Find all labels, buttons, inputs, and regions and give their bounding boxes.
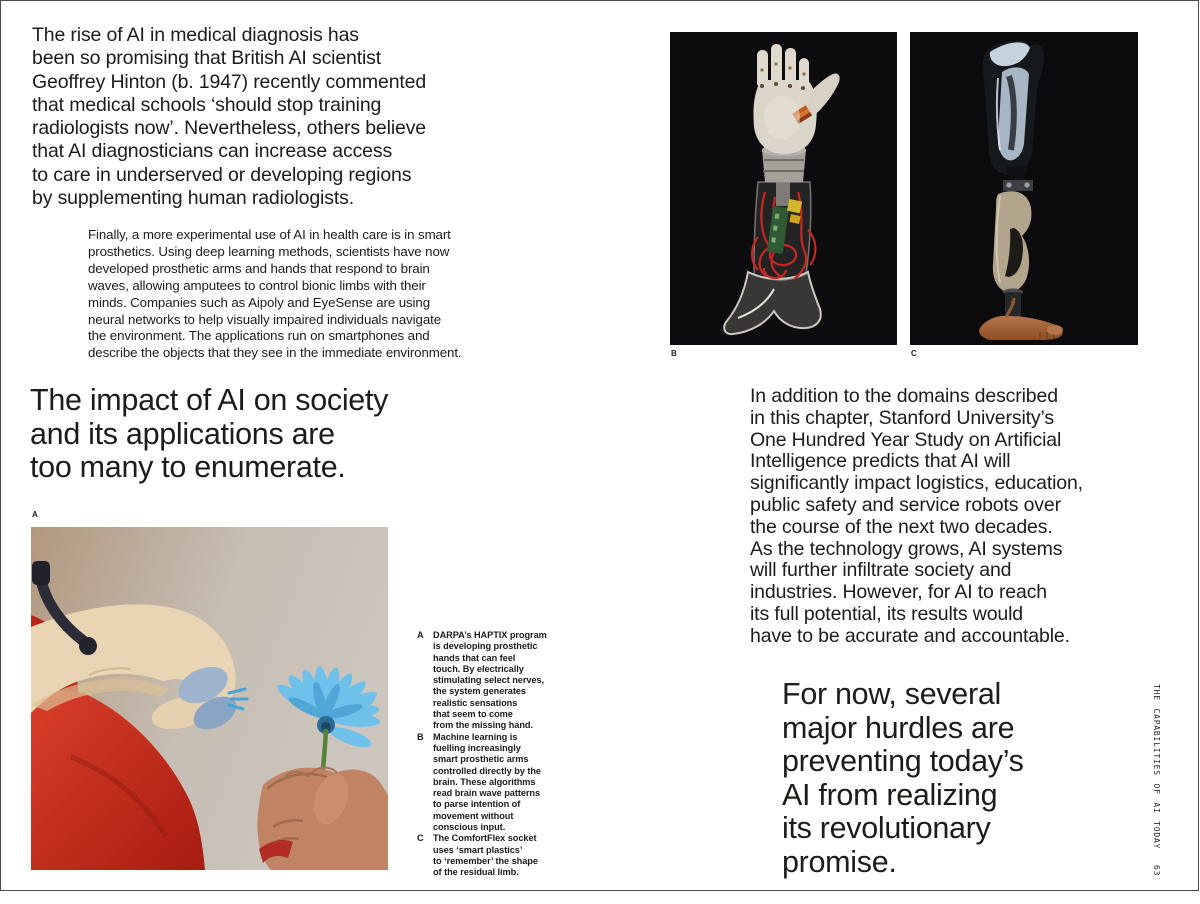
caption-list: [417, 630, 587, 879]
prosthetic-hand-flower-photo: [31, 527, 388, 870]
caption-item-b: [417, 732, 587, 834]
running-header: THE CAPABILITIES OF AI TODAY: [1152, 684, 1161, 850]
caption-text: DARPA’s HAPTIX program is developing prosthetic hands that can feel touch. By electrically stimulating select nerves, the system generates realistic sensations that seem to come from the missing hand.: [433, 630, 547, 731]
figure-c-label: C: [911, 349, 918, 358]
figure-b-label: B: [671, 349, 678, 358]
caption-text: Machine learning is fuelling increasingly smart prosthetic arms controlled directly by the brain. These algorithms read brain wave patterns to parse intention of movement without conscious input.: [433, 731, 541, 833]
caption-label: B: [417, 731, 424, 742]
prosthetics-paragraph: Finally, a more experimental use of AI in health care is in smart prosthetics. Using deep learning methods, scientists have now developed prosthetic arms and hands that respond to brain waves, allowing amputees to control bionic limbs with their minds. Companies such as Aipoly and EyeSense are using neural networks to help visually impaired individuals navigate the environment. The applications run on smartphones and describe the objects that they see in the immediate environment.: [88, 227, 462, 361]
caption-item-a: [417, 630, 587, 732]
bionic-arm-photo: [670, 32, 897, 345]
caption-label: A: [417, 630, 424, 640]
caption-label: C: [417, 833, 424, 844]
intro-paragraph: The rise of AI in medical diagnosis has been so promising that British AI scientist Geoffrey Hinton (b. 1947) recently commented that medical schools ‘should stop training radiologists now’. Nevertheless, others believe that AI diagnosticians can increase access to care in underserved or developing regions by supplementing human radiologists.: [32, 24, 427, 210]
caption-item-c: [417, 833, 587, 878]
figure-a-label: A: [32, 510, 39, 519]
caption-text: The ComfortFlex socket uses ‘smart plastics’ to ‘remember’ the shape of the residual limb.: [433, 833, 538, 878]
stanford-paragraph: In addition to the domains described in this chapter, Stanford University’s One Hundred Year Study on Artificial Intelligence predicts that AI will significantly impact logistics, education, public safety and service robots over the course of the next two decades. As the technology grows, AI systems will further infiltrate society and industries. However, for AI to reach its full potential, its results would have to be accurate and accountable.: [750, 385, 1083, 647]
page-number: 63: [1152, 865, 1161, 877]
prosthetic-leg-photo: [910, 32, 1138, 345]
pullquote: For now, several major hurdles are preventing today’s AI from realizing its revolutionary promise.: [782, 677, 1024, 879]
sidebar-vertical: [1152, 684, 1161, 877]
section-headline: The impact of AI on society and its applications are too many to enumerate.: [30, 383, 389, 484]
